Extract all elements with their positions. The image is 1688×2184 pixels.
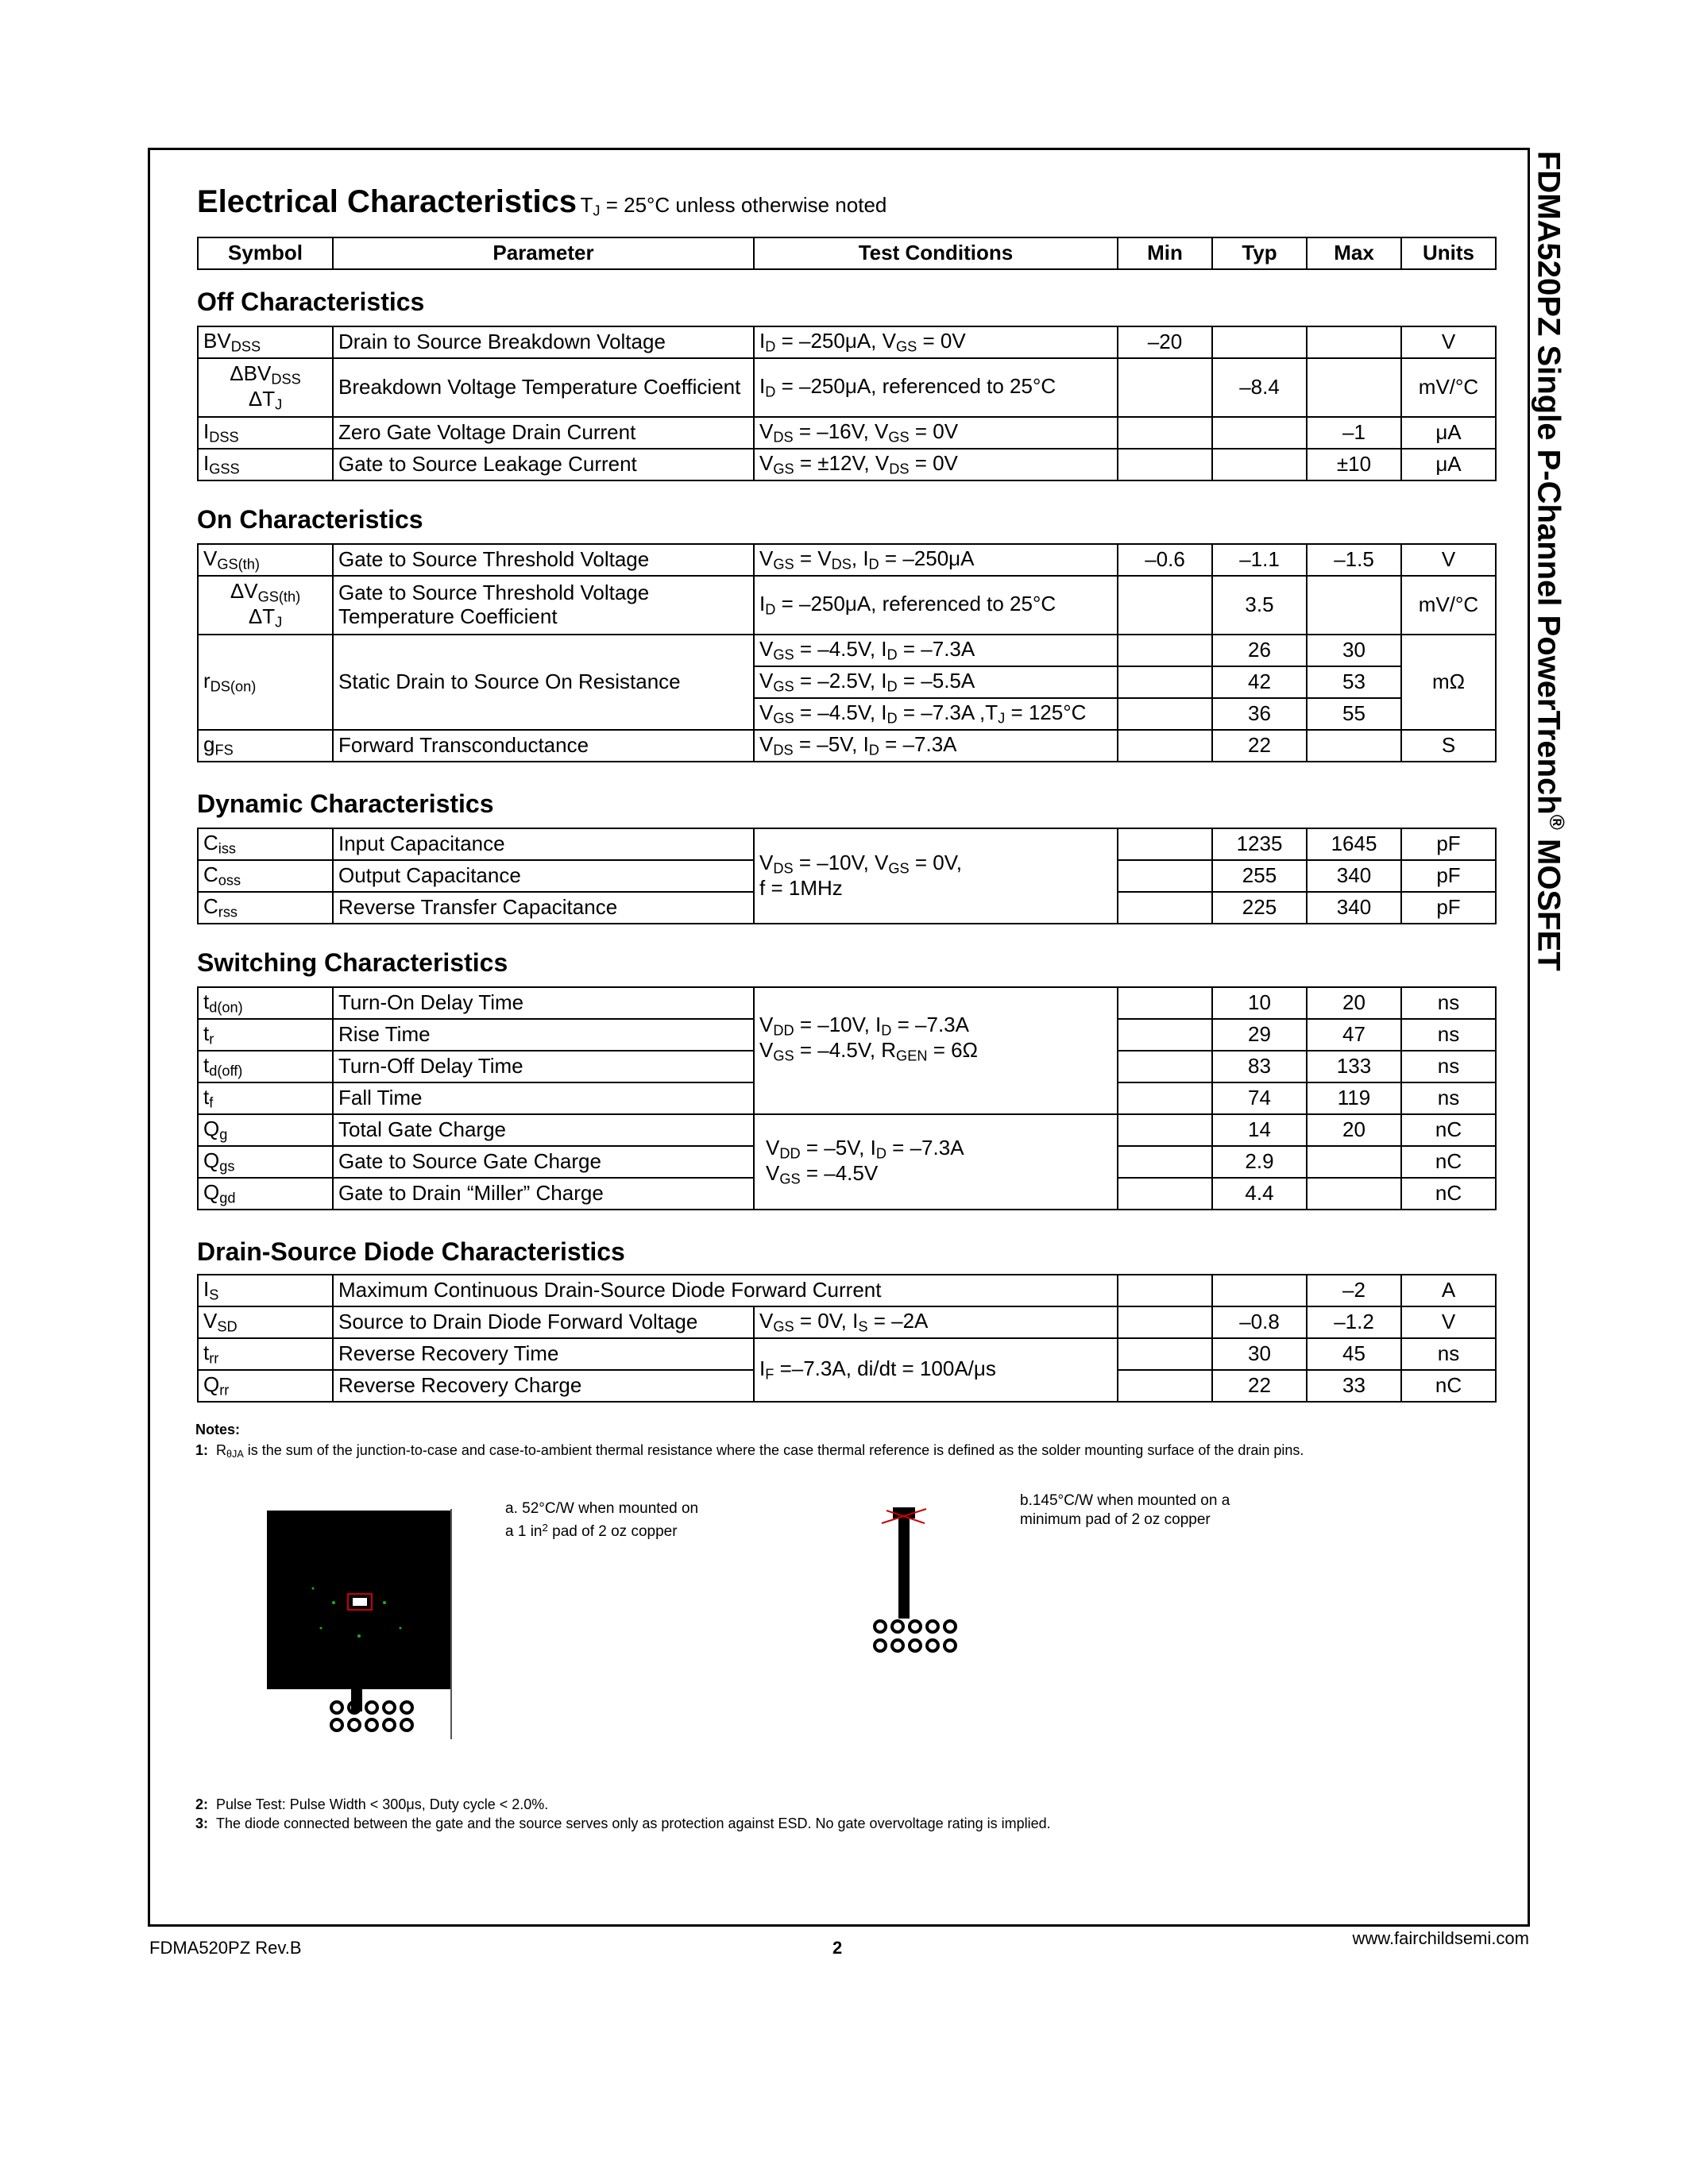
parameter-cell: Turn-Off Delay Time — [333, 1051, 754, 1082]
min-cell — [1118, 635, 1212, 666]
typ-cell: 29 — [1212, 1019, 1307, 1051]
units-cell: V — [1401, 1306, 1496, 1338]
col-typ: Typ — [1212, 237, 1307, 269]
parameter-cell: Reverse Recovery Charge — [333, 1370, 754, 1402]
test-condition-cell: $V_{DD} = -5V$, $I_D = -7.3A$ $V_{GS} = -4.5V$ — [754, 1114, 1118, 1210]
units-cell: ns — [1401, 1019, 1496, 1051]
units-cell: nC — [1401, 1370, 1496, 1402]
symbol-cell: $V_{GS(th)}$ — [198, 544, 333, 576]
parameter-cell: Gate to Drain “Miller” Charge — [333, 1178, 754, 1210]
typ-cell: 22 — [1212, 1370, 1307, 1402]
parameter-cell: Input Capacitance — [333, 828, 754, 860]
units-cell: nC — [1401, 1146, 1496, 1178]
min-cell — [1118, 1370, 1212, 1402]
symbol-cell: $Q_{gs}$ — [198, 1146, 333, 1178]
parameter-cell: Reverse Transfer Capacitance — [333, 892, 754, 924]
col-max: Max — [1307, 237, 1401, 269]
table-row — [198, 417, 1496, 449]
symbol-cell: $Q_g$ — [198, 1114, 333, 1146]
symbol-cell: $C_{oss}$ — [198, 860, 333, 892]
table-row — [198, 1338, 1496, 1370]
min-cell — [1118, 358, 1212, 417]
test-condition-cell: $I_F =-7.3A$, di/dt = 100A/μs — [754, 1338, 1118, 1402]
table-row — [198, 358, 1496, 417]
typ-cell: 30 — [1212, 1338, 1307, 1370]
symbol-cell: $I_{GSS}$ — [198, 449, 333, 480]
units-cell: nC — [1401, 1178, 1496, 1210]
parameter-cell: Static Drain to Source On Resistance — [333, 635, 754, 730]
parameter-cell: Output Capacitance — [333, 860, 754, 892]
typ-cell: 74 — [1212, 1082, 1307, 1114]
typ-cell — [1212, 449, 1307, 480]
typ-cell: –0.8 — [1212, 1306, 1307, 1338]
test-condition-cell: $V_{GS} = -4.5V$, $I_D = -7.3A$ $,T_J = 125^\circ C$ — [754, 698, 1118, 730]
footer-page-number: 2 — [832, 1938, 843, 1958]
section-dynamic: Dynamic Characteristics — [197, 789, 494, 818]
units-cell: μA — [1401, 417, 1496, 449]
pcb-figure-b — [858, 1501, 977, 1660]
typ-cell — [1212, 1275, 1307, 1306]
min-cell — [1118, 828, 1212, 860]
column-header-table — [197, 237, 1497, 270]
copper-pad-minimum-icon — [858, 1501, 977, 1660]
col-min: Min — [1118, 237, 1212, 269]
heading-condition: $T_J = 25^\circ C$ unless otherwise noted — [580, 193, 887, 219]
symbol-cell: $Q_{rr}$ — [198, 1370, 333, 1402]
max-cell: 340 — [1307, 860, 1401, 892]
parameter-cell: Reverse Recovery Time — [333, 1338, 754, 1370]
units-cell: A — [1401, 1275, 1496, 1306]
parameter-cell: Gate to Source Threshold Voltage — [333, 544, 754, 576]
min-cell: –20 — [1118, 326, 1212, 358]
table-row — [198, 828, 1496, 860]
min-cell — [1118, 892, 1212, 924]
min-cell — [1118, 1114, 1212, 1146]
max-cell — [1307, 326, 1401, 358]
typ-cell: –8.4 — [1212, 358, 1307, 417]
max-cell: –1.2 — [1307, 1306, 1401, 1338]
table-row — [198, 1306, 1496, 1338]
table-row — [198, 730, 1496, 762]
table-on — [197, 543, 1497, 762]
test-condition-cell: $V_{DS} = -16V$, $V_{GS} = 0V$ — [754, 417, 1118, 449]
units-cell: V — [1401, 544, 1496, 576]
symbol-cell: $I_S$ — [198, 1275, 333, 1306]
parameter-cell: Source to Drain Diode Forward Voltage — [333, 1306, 754, 1338]
max-cell — [1307, 1178, 1401, 1210]
col-symbol: Symbol — [198, 237, 333, 269]
col-test-conditions: Test Conditions — [754, 237, 1118, 269]
symbol-cell: $t_{d(on)}$ — [198, 987, 333, 1019]
typ-cell: 4.4 — [1212, 1178, 1307, 1210]
min-cell — [1118, 1338, 1212, 1370]
footer-website-link[interactable]: www.fairchildsemi.com — [1352, 1928, 1529, 1948]
max-cell: 20 — [1307, 987, 1401, 1019]
test-condition-cell: $I_D = -250\mu A$, referenced to 25°C — [754, 576, 1118, 635]
parameter-cell: Turn-On Delay Time — [333, 987, 754, 1019]
table-row — [198, 576, 1496, 635]
table-row — [198, 1275, 1496, 1306]
typ-cell: 83 — [1212, 1051, 1307, 1082]
test-condition-cell: $V_{GS} = 0V$, $I_S = -2A$ — [754, 1306, 1118, 1338]
min-cell: –0.6 — [1118, 544, 1212, 576]
parameter-cell: Gate to Source Threshold Voltage Temperature Coefficient — [333, 576, 754, 635]
pcb-figure-a — [265, 1509, 453, 1739]
max-cell: 55 — [1307, 698, 1401, 730]
min-cell — [1118, 1019, 1212, 1051]
test-condition-cell: $V_{DD} = -10V$, $I_D = -7.3A$ $V_{GS} = -4.5V$, $R_{GEN} = 6\Omega$ — [754, 987, 1118, 1114]
typ-cell: –1.1 — [1212, 544, 1307, 576]
typ-cell: 3.5 — [1212, 576, 1307, 635]
units-cell: ns — [1401, 987, 1496, 1019]
max-cell: 33 — [1307, 1370, 1401, 1402]
symbol-cell: $BV_{DSS}$ — [198, 326, 333, 358]
max-cell: 47 — [1307, 1019, 1401, 1051]
symbol-cell: $I_{DSS}$ — [198, 417, 333, 449]
min-cell — [1118, 449, 1212, 480]
figure-a-caption: a. 52°C/W when mounted on a 1 $in^2$ pad of 2 oz copper — [505, 1500, 699, 1540]
symbol-cell: $t_{d(off)}$ — [198, 1051, 333, 1082]
units-cell: pF — [1401, 828, 1496, 860]
note-3: 3: The diode connected between the gate and the source serves only as protection against ESD. No gate overvoltage rating is implied. — [195, 1815, 1051, 1831]
min-cell — [1118, 860, 1212, 892]
min-cell — [1118, 1178, 1212, 1210]
col-parameter: Parameter — [333, 237, 754, 269]
min-cell — [1118, 1082, 1212, 1114]
table-row — [198, 635, 1496, 666]
footer-revision: FDMA520PZ Rev.B — [149, 1938, 302, 1958]
units-cell: pF — [1401, 892, 1496, 924]
table-dynamic — [197, 828, 1497, 924]
test-condition-cell: $V_{DS} = -10V$, $V_{GS} = 0V$, f = 1MHz — [754, 828, 1118, 924]
test-condition-cell: $I_D = -250\mu A$, referenced to 25°C — [754, 358, 1118, 417]
units-cell: mV/°C — [1401, 358, 1496, 417]
typ-cell: 10 — [1212, 987, 1307, 1019]
min-cell — [1118, 417, 1212, 449]
notes-title: Notes: — [195, 1422, 241, 1437]
typ-cell — [1212, 417, 1307, 449]
units-cell: μA — [1401, 449, 1496, 480]
units-cell: ns — [1401, 1338, 1496, 1370]
max-cell: 133 — [1307, 1051, 1401, 1082]
min-cell — [1118, 1275, 1212, 1306]
min-cell — [1118, 698, 1212, 730]
typ-cell: 2.9 — [1212, 1146, 1307, 1178]
units-cell: ns — [1401, 1051, 1496, 1082]
test-condition-cell: $V_{GS} = -4.5V$, $I_D = -7.3A$ — [754, 635, 1118, 666]
note-2: 2: Pulse Test: Pulse Width < 300μs, Duty cycle < 2.0%. — [195, 1796, 549, 1812]
parameter-cell: Rise Time — [333, 1019, 754, 1051]
note-1: 1: $R_{\theta JA}$ is the sum of the junction-to-case and case-to-ambient thermal resistance where the case thermal reference is defined as the solder mounting surface of the drain pins. — [195, 1442, 1304, 1461]
typ-cell: 36 — [1212, 698, 1307, 730]
max-cell: 340 — [1307, 892, 1401, 924]
typ-cell: 255 — [1212, 860, 1307, 892]
max-cell — [1307, 358, 1401, 417]
max-cell — [1307, 730, 1401, 762]
symbol-cell: $g_{FS}$ — [198, 730, 333, 762]
parameter-cell: Total Gate Charge — [333, 1114, 754, 1146]
table-row — [198, 326, 1496, 358]
symbol-cell: $Q_{gd}$ — [198, 1178, 333, 1210]
parameter-cell: Zero Gate Voltage Drain Current — [333, 417, 754, 449]
units-cell: S — [1401, 730, 1496, 762]
copper-pad-1in-icon — [265, 1509, 453, 1739]
test-condition-cell: $V_{DS} = -5V$, $I_D = -7.3A$ — [754, 730, 1118, 762]
min-cell — [1118, 666, 1212, 698]
table-row — [198, 544, 1496, 576]
section-on: On Characteristics — [197, 505, 423, 534]
symbol-cell: $t_r$ — [198, 1019, 333, 1051]
parameter-cell: Gate to Source Gate Charge — [333, 1146, 754, 1178]
min-cell — [1118, 730, 1212, 762]
symbol-cell: $\Delta BV_{DSS}$ $\Delta T_J$ — [198, 358, 333, 417]
min-cell — [1118, 1051, 1212, 1082]
section-diode: Drain-Source Diode Characteristics — [197, 1237, 625, 1266]
table-row — [198, 449, 1496, 480]
symbol-cell: $C_{rss}$ — [198, 892, 333, 924]
page-heading — [197, 184, 886, 220]
max-cell: 20 — [1307, 1114, 1401, 1146]
max-cell: –1.5 — [1307, 544, 1401, 576]
max-cell: ±10 — [1307, 449, 1401, 480]
max-cell: –2 — [1307, 1275, 1401, 1306]
table-row — [198, 1114, 1496, 1146]
min-cell — [1118, 576, 1212, 635]
min-cell — [1118, 1306, 1212, 1338]
typ-cell: 1235 — [1212, 828, 1307, 860]
sidebar-title: FDMA520PZ Single P-Channel PowerTrench® MOSFET — [1531, 151, 1569, 971]
typ-cell — [1212, 326, 1307, 358]
parameter-cell: Fall Time — [333, 1082, 754, 1114]
max-cell: 119 — [1307, 1082, 1401, 1114]
col-units: Units — [1401, 237, 1496, 269]
symbol-cell: $V_{SD}$ — [198, 1306, 333, 1338]
symbol-cell: $C_{iss}$ — [198, 828, 333, 860]
table-off — [197, 326, 1497, 481]
heading-title: Electrical Characteristics — [197, 184, 577, 219]
typ-cell: 42 — [1212, 666, 1307, 698]
parameter-cell: Breakdown Voltage Temperature Coefficient — [333, 358, 754, 417]
max-cell: 45 — [1307, 1338, 1401, 1370]
typ-cell: 225 — [1212, 892, 1307, 924]
units-cell: nC — [1401, 1114, 1496, 1146]
parameter-cell: Gate to Source Leakage Current — [333, 449, 754, 480]
parameter-cell: Drain to Source Breakdown Voltage — [333, 326, 754, 358]
min-cell — [1118, 1146, 1212, 1178]
max-cell: 53 — [1307, 666, 1401, 698]
typ-cell: 22 — [1212, 730, 1307, 762]
table-diode — [197, 1274, 1497, 1403]
test-condition-cell: $V_{GS} = \pm 12V$, $V_{DS} = 0V$ — [754, 449, 1118, 480]
units-cell: pF — [1401, 860, 1496, 892]
test-condition-cell: $V_{GS} = V_{DS}$, $I_D = -250\mu A$ — [754, 544, 1118, 576]
max-cell: –1 — [1307, 417, 1401, 449]
table-switching — [197, 986, 1497, 1210]
units-cell: mV/°C — [1401, 576, 1496, 635]
units-cell: V — [1401, 326, 1496, 358]
symbol-cell: $\Delta V_{GS(th)}$ $\Delta T_J$ — [198, 576, 333, 635]
min-cell — [1118, 987, 1212, 1019]
test-condition-cell: $V_{GS} = -2.5V$, $I_D = -5.5A$ — [754, 666, 1118, 698]
units-cell: mΩ — [1401, 635, 1496, 730]
section-off: Off Characteristics — [197, 287, 425, 316]
units-cell: ns — [1401, 1082, 1496, 1114]
max-cell: 1645 — [1307, 828, 1401, 860]
max-cell — [1307, 576, 1401, 635]
figure-b-caption: b.145°C/W when mounted on a minimum pad of 2 oz copper — [1020, 1492, 1230, 1528]
typ-cell: 26 — [1212, 635, 1307, 666]
symbol-cell: $t_{rr}$ — [198, 1338, 333, 1370]
section-switching: Switching Characteristics — [197, 948, 508, 977]
symbol-cell: $t_f$ — [198, 1082, 333, 1114]
symbol-cell: $r_{DS(on)}$ — [198, 635, 333, 730]
table-row — [198, 987, 1496, 1019]
parameter-cell: Forward Transconductance — [333, 730, 754, 762]
typ-cell: 14 — [1212, 1114, 1307, 1146]
parameter-cell: Maximum Continuous Drain-Source Diode Forward Current — [333, 1275, 1118, 1306]
test-condition-cell: $I_D = -250\mu A$, $V_{GS} = 0V$ — [754, 326, 1118, 358]
max-cell: 30 — [1307, 635, 1401, 666]
max-cell — [1307, 1146, 1401, 1178]
